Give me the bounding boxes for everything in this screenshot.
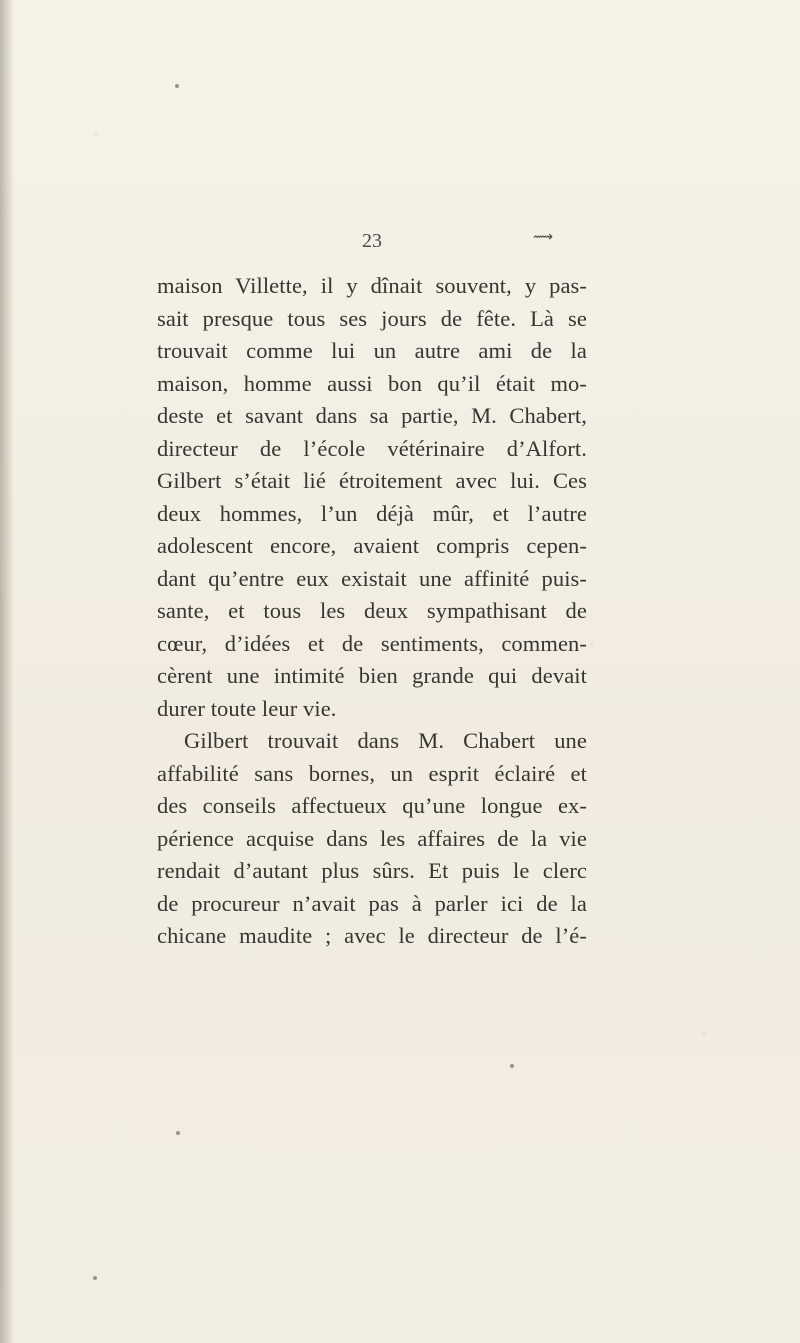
text-line: chicane maudite ; avec le directeur de l’é- (157, 923, 587, 948)
text-line: Gilbert s’était lié étroitement avec lui. Ces (157, 468, 587, 493)
text-line: des conseils affectueux qu’une longue ex- (157, 793, 587, 818)
text-line: maison Villette, il y dînait souvent, y pas- (157, 273, 587, 298)
text-line: adolescent encore, avaient compris cepen- (157, 533, 587, 558)
paper-speck (175, 84, 179, 88)
paper-speck (510, 1064, 514, 1068)
text-line: trouvait comme lui un autre ami de la (157, 338, 587, 363)
text-line: maison, homme aussi bon qu’il était mo- (157, 370, 587, 396)
text-line: cœur, d’idées et de sentiments, commen- (157, 630, 587, 656)
text-line: directeur de l’école vétérinaire d’Alfort. (157, 435, 587, 461)
paper-speck (176, 1131, 180, 1135)
text-line: sait presque tous ses jours de fête. Là se (157, 305, 587, 331)
text-line: périence acquise dans les affaires de la vie (157, 825, 587, 851)
text-line: durer toute leur vie. (157, 695, 337, 721)
text-line: dant qu’entre eux existait une affinité puis- (157, 565, 587, 591)
text-line: deux hommes, l’un déjà mûr, et l’autre (157, 500, 587, 526)
text-line: deste et savant dans sa partie, M. Chabert, (157, 403, 587, 428)
text-line: de procureur n’avait pas à parler ici de la (157, 890, 587, 916)
text-line: sante, et tous les deux sympathisant de (157, 598, 587, 623)
text-line: affabilité sans bornes, un esprit éclairé et (157, 760, 587, 786)
text-line: rendait d’autant plus sûrs. Et puis le clerc (157, 858, 587, 883)
text-line: Gilbert trouvait dans M. Chabert une (184, 728, 587, 753)
paper-speck (93, 1276, 97, 1280)
page-text (157, 270, 587, 953)
text-line: cèrent une intimité bien grande qui devait (157, 663, 587, 688)
page-number: 23 (362, 230, 382, 252)
page-gutter-shadow (0, 0, 14, 1343)
ornamental-mark-icon: ⟿ (533, 230, 554, 245)
